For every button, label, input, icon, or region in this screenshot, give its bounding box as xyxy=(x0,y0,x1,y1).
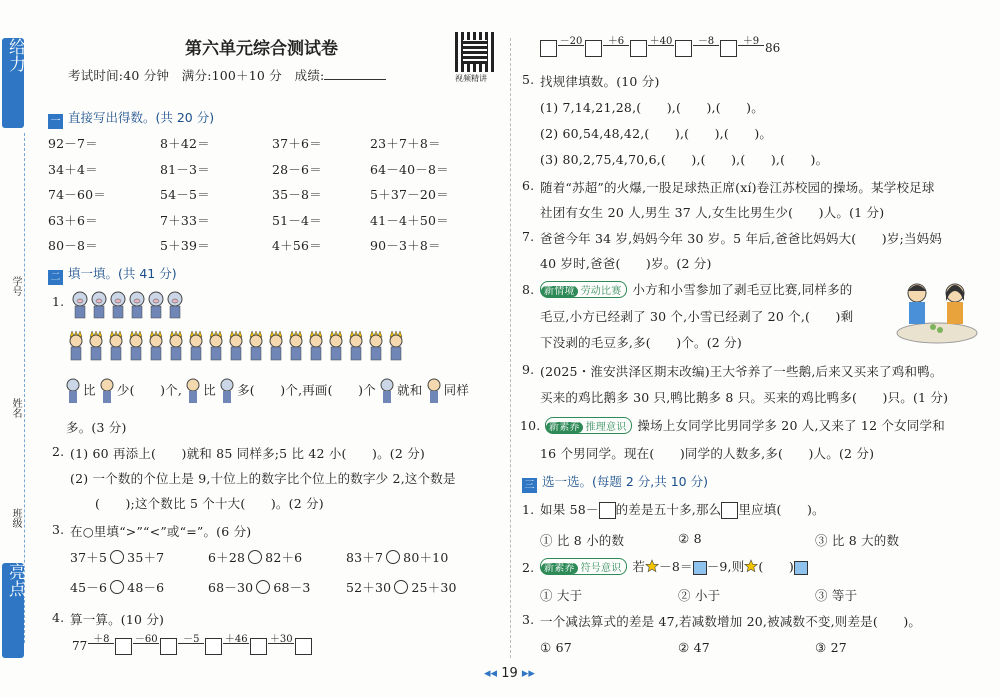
mental-math-item: 37＋6＝ xyxy=(272,136,322,151)
monkey-icon xyxy=(70,331,82,360)
q2-5-number: 5. xyxy=(522,72,535,87)
mental-math-item: 41－4＋50＝ xyxy=(370,212,449,228)
mental-math-item: 63＋6＝ xyxy=(48,212,98,228)
q3-3-option-c[interactable]: ③ 27 xyxy=(815,640,847,655)
page-number: ◂◂ 19 ▸▸ xyxy=(484,666,535,681)
mental-math-item: 5＋39＝ xyxy=(160,238,210,253)
q2-2-number: 2. xyxy=(52,444,65,459)
chain-operation: ＋6 xyxy=(603,32,629,46)
q2-7-line2: 40 岁时,爸爸( )岁。(2 分) xyxy=(540,256,712,271)
compare-item: 45－6 48－6 xyxy=(70,580,165,595)
compare-item: 52＋30 25＋30 xyxy=(346,580,457,595)
monkey-icon xyxy=(150,331,162,360)
q2-1-number: 1. xyxy=(52,294,65,309)
answer-box[interactable] xyxy=(295,638,312,655)
compare-item: 6＋28 82＋6 xyxy=(208,550,303,565)
monkey-icon xyxy=(230,331,242,360)
monkey-icon xyxy=(310,331,322,360)
q2-2-line1: (1) 60 再添上( )就和 85 同样多;5 比 42 小( )。(2 分) xyxy=(70,446,425,461)
label-name: 姓名 xyxy=(10,398,21,418)
monkey-icon xyxy=(370,331,382,360)
q2-2-line2: (2) 一个数的个位上是 9,十位上的数字比个位上的数字少 2,这个数是 xyxy=(70,471,456,486)
mental-math-item: 5＋37－20＝ xyxy=(370,187,449,202)
next-arrow-icon: ▸▸ xyxy=(521,666,535,681)
qr-code xyxy=(455,32,495,72)
q3-2-option-a[interactable]: ① 大于 xyxy=(540,588,583,603)
chain-start: 77 xyxy=(72,639,88,653)
chain-operation: ＋9 xyxy=(738,32,764,46)
pig-icon xyxy=(149,292,163,318)
q3-2-text: 新素养 符号意识 若 －8＝ －9,则 ( ) xyxy=(540,557,808,575)
q2-8-line2: 毛豆,小方已经剥了 30 个,小雪已经剥了 20 个,( )剩 xyxy=(540,309,854,324)
square-icon xyxy=(693,561,707,575)
sidebar-top-block: 给力 xyxy=(2,38,24,128)
monkey-icon xyxy=(270,331,282,360)
mental-math-item: 92－7＝ xyxy=(48,136,98,151)
chain-operation: ＋46 xyxy=(223,630,249,644)
q2-4-text: 算一算。(10 分) xyxy=(70,612,165,627)
compare-circle[interactable] xyxy=(386,550,400,564)
mental-math-item: 8＋42＝ xyxy=(160,136,210,151)
tag-symbol-sense: 新素养 符号意识 xyxy=(540,558,627,575)
mental-math-item: 35－8＝ xyxy=(272,187,322,202)
monkey-icon xyxy=(130,331,142,360)
monkey-icon xyxy=(100,378,114,404)
monkey-row xyxy=(66,330,416,366)
monkey-icon xyxy=(90,331,102,360)
answer-box[interactable] xyxy=(540,40,557,57)
q2-8-line3: 下没剥的毛豆多,多( )个。(2 分) xyxy=(540,335,742,350)
qr-caption: 视频精讲 xyxy=(455,74,487,83)
q2-4-number: 4. xyxy=(52,610,65,625)
answer-box[interactable] xyxy=(115,638,132,655)
compare-item: 83＋7 80＋10 xyxy=(346,550,449,565)
label-student-no: 学号 xyxy=(10,276,21,296)
q2-9-number: 9. xyxy=(522,362,535,377)
chain-operation: －8 xyxy=(693,32,719,46)
calc-chain-1 xyxy=(72,634,312,655)
mental-math-item: 64－40－8＝ xyxy=(370,161,449,177)
mental-math-item: 80－8＝ xyxy=(48,238,98,253)
tag-new-context: 新情境 劳动比赛 xyxy=(540,281,627,298)
q2-6-line2: 社团有女生 20 人,男生 37 人,女生比男生少( )人。(1 分) xyxy=(540,205,885,220)
answer-box[interactable] xyxy=(585,40,602,57)
answer-box[interactable] xyxy=(250,638,267,655)
q2-8-line1: 新情境 劳动比赛 小方和小雪参加了剥毛豆比赛,同样多的 xyxy=(540,280,853,298)
q2-7-number: 7. xyxy=(522,229,535,244)
children-illustration xyxy=(895,275,980,351)
q2-10-line2: 16 个男同学。现在( )同学的人数多,多( )人。(2 分) xyxy=(540,446,875,461)
pig-row xyxy=(70,290,190,324)
square-icon xyxy=(794,561,808,575)
binding-sidebar xyxy=(0,38,30,658)
mental-math-item: 74－60＝ xyxy=(48,187,107,202)
mental-math-item: 28－6＝ xyxy=(272,161,322,177)
monkey-icon xyxy=(427,378,441,404)
mental-math-item: 81－3＝ xyxy=(160,161,210,177)
answer-box[interactable] xyxy=(205,638,222,655)
mental-math-item: 54－5＝ xyxy=(160,187,210,202)
compare-item: 68－30 68－3 xyxy=(208,580,311,595)
prev-arrow-icon: ◂◂ xyxy=(484,666,498,681)
compare-circle[interactable] xyxy=(110,550,124,564)
monkey-icon xyxy=(110,331,122,360)
section-3-heading: 三 选一选。(每题 2 分,共 10 分) xyxy=(522,472,708,493)
answer-box[interactable] xyxy=(675,40,692,57)
section-2-heading: 二 填一填。(共 41 分) xyxy=(48,264,177,285)
compare-circle[interactable] xyxy=(110,580,124,594)
compare-circle[interactable] xyxy=(248,550,262,564)
q2-3-text: 在○里填“>”“<”或“=”。(6 分) xyxy=(70,524,252,539)
q2-8-number: 8. xyxy=(522,282,535,297)
sidebar-bottom-block: 亮点 xyxy=(2,563,24,658)
chain-end: 86 xyxy=(765,41,781,55)
page-divider xyxy=(510,38,511,658)
answer-box xyxy=(721,502,738,519)
mental-math-item: 4＋56＝ xyxy=(272,238,322,253)
mental-math-item: 51－4＝ xyxy=(272,212,322,228)
chain-operation: ＋30 xyxy=(268,630,294,644)
q2-6-line1: 随着“苏超”的火爆,一股足球热正席(xí)卷江苏校园的操场。某学校足球 xyxy=(540,180,935,195)
q2-5-line1: (1) 7,14,21,28,( ),( ),( )。 xyxy=(540,100,764,115)
q2-5-line3: (3) 80,2,75,4,70,6,( ),( ),( ),( )。 xyxy=(540,152,829,167)
monkey-icon xyxy=(390,331,402,360)
q2-5-text: 找规律填数。(10 分) xyxy=(540,74,660,89)
tag-new-literacy: 新素养 推理意识 xyxy=(545,417,632,434)
q3-1-number: 1. xyxy=(522,502,535,517)
monkey-icon xyxy=(210,331,222,360)
q3-3-number: 3. xyxy=(522,612,535,627)
compare-item: 37＋5 35＋7 xyxy=(70,550,165,565)
monkey-icon xyxy=(250,331,262,360)
q2-1-score: 多。(3 分) xyxy=(66,420,127,435)
q2-10-number: 10. xyxy=(520,418,541,433)
mental-math-item: 23＋7＋8＝ xyxy=(370,136,441,151)
pig-icon xyxy=(92,292,106,318)
star-icon xyxy=(645,559,659,573)
exam-info: 考试时间:40 分钟 满分:100＋10 分 成绩: xyxy=(68,66,386,84)
chain-operation: ＋8 xyxy=(88,630,114,644)
mental-math-item: 34＋4＝ xyxy=(48,161,98,177)
compare-circle[interactable] xyxy=(256,580,270,594)
chain-operation: －60 xyxy=(133,630,159,644)
q3-3-option-a[interactable]: ① 67 xyxy=(540,640,572,655)
monkey-icon xyxy=(186,378,200,404)
q2-7-line1: 爸爸今年 34 岁,妈妈今年 30 岁。5 年后,爸爸比妈妈大( )岁;当妈妈 xyxy=(540,231,943,246)
pig-icon xyxy=(380,378,394,404)
q3-2-number: 2. xyxy=(522,560,535,575)
q2-9-line1: (2025・淮安洪泽区期末改编)王大爷养了一些鹅,后来又买来了鸡和鸭。 xyxy=(540,364,943,379)
section-1-heading: 一 直接写出得数。(共 20 分) xyxy=(48,108,214,129)
chain-operation: －5 xyxy=(178,630,204,644)
monkey-icon xyxy=(170,331,182,360)
pig-icon xyxy=(220,378,234,404)
q2-9-line2: 买来的鸡比鹅多 30 只,鸭比鹅多 8 只。买来的鸡比鸭多( )只。(1 分) xyxy=(540,390,949,405)
q3-2-option-c[interactable]: ③ 等于 xyxy=(815,588,858,603)
monkey-icon xyxy=(190,331,202,360)
pig-icon xyxy=(168,292,182,318)
q3-1-option-a[interactable]: ① 比 8 小的数 xyxy=(540,533,625,548)
page-title: 第六单元综合测试卷 xyxy=(185,39,338,59)
mental-math-item: 90－3＋8＝ xyxy=(370,238,441,253)
q3-3-text: 一个减法算式的差是 47,若减数增加 20,被减数不变,则差是( )。 xyxy=(540,614,922,629)
pig-icon xyxy=(73,292,87,318)
q3-1-option-b[interactable]: ② 8 xyxy=(678,531,702,546)
q2-3-number: 3. xyxy=(52,522,65,537)
answer-box xyxy=(599,502,616,519)
q2-10-line1: 新素养 推理意识 操场上女同学比男同学多 20 人,又来了 12 个女同学和 xyxy=(545,416,945,434)
q2-2-line3: ( );这个数比 5 个十大( )。(2 分) xyxy=(95,496,324,511)
answer-box[interactable] xyxy=(720,40,737,57)
calc-chain-2 xyxy=(540,36,781,57)
q3-1-text: 如果 58－ 的差是五十多,那么 里应填( )。 xyxy=(540,502,825,517)
pig-icon xyxy=(130,292,144,318)
pig-icon xyxy=(111,292,125,318)
q3-3-option-b[interactable]: ② 47 xyxy=(678,640,710,655)
monkey-icon xyxy=(290,331,302,360)
monkey-icon xyxy=(330,331,342,360)
q2-5-line2: (2) 60,54,48,42,( ),( ),( )。 xyxy=(540,126,773,141)
answer-box[interactable] xyxy=(160,638,177,655)
q3-2-option-b[interactable]: ② 小于 xyxy=(678,588,721,603)
pig-icon xyxy=(66,378,80,404)
monkey-icon xyxy=(350,331,362,360)
q2-1-text: 比 少( )个, 比 多( )个,再画( )个 就和 同样 xyxy=(66,378,469,404)
q2-6-number: 6. xyxy=(522,178,535,193)
chain-operation: ＋40 xyxy=(648,32,674,46)
answer-box[interactable] xyxy=(630,40,647,57)
mental-math-item: 7＋33＝ xyxy=(160,212,210,228)
star-icon xyxy=(744,559,758,573)
compare-circle[interactable] xyxy=(394,580,408,594)
chain-operation: －20 xyxy=(558,32,584,46)
q3-1-option-c[interactable]: ③ 比 8 大的数 xyxy=(815,533,900,548)
label-class: 班级 xyxy=(10,508,21,528)
